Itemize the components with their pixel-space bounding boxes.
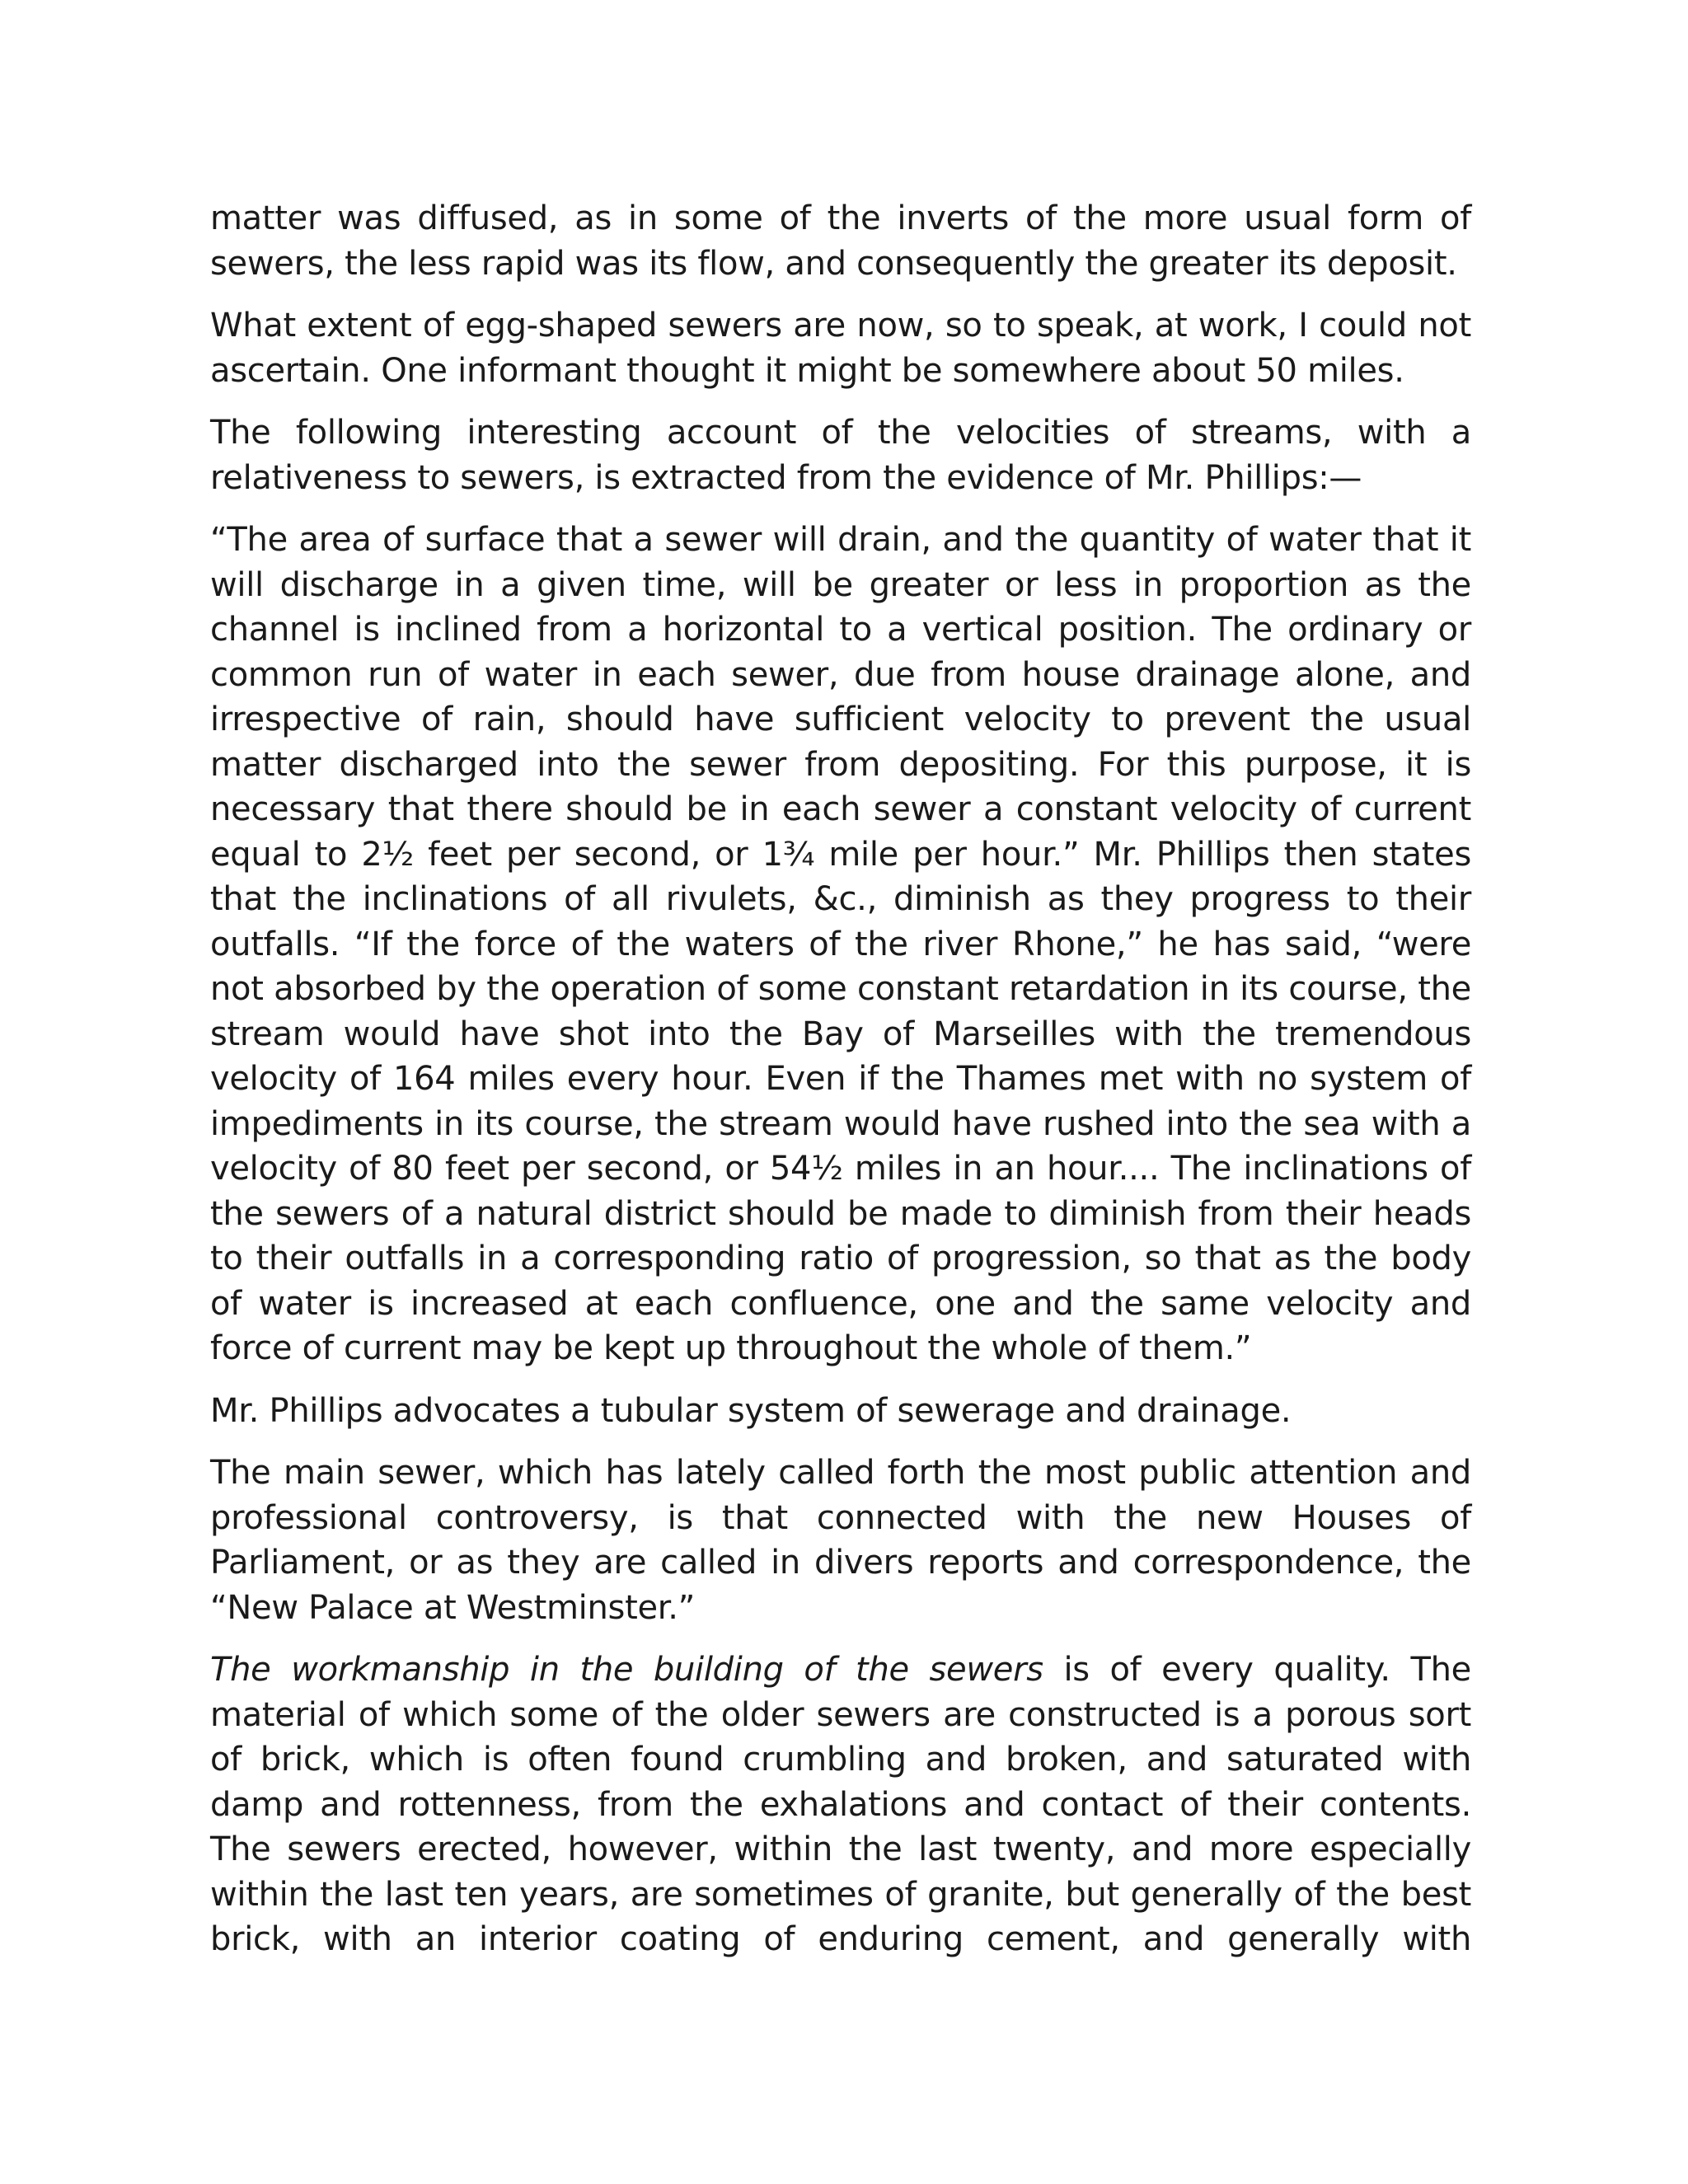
paragraph-4-quote: “The area of surface that a sewer will drain, and the quantity of water that it will discharge in a given time, will be greater or less in proportion as the channel is inclined from a horizontal to a vertical position. The ordinary or common run of water in each sewer, due from house drainage alone, and irrespective of rain, should have sufficient velocity to prevent the usual matter discharged into the sewer from depositing. For this purpose, it is necessary that there should be in each sewer a constant velocity of current equal to 2½ feet per second, or 1¾ mile per hour.” Mr. Phillips then states that the inclinations of all rivulets, &c., diminish as they progress to their outfalls. “If the force of the waters of the river Rhone,” he has said, “were not absorbed by the operation of some constant retardation in its course, the stream would have shot into the Bay of Marseilles with the tremendous velocity of 164 miles every hour. Even if the Thames met with no system of impediments in its course, the stream would have rushed into the sea with a velocity of 80 feet per second, or 54½ miles in an hour.... The inclinations of the sewers of a natural district should be made to diminish from their heads to their outfalls in a corresponding ratio of progression, so that as the body of water is increased at each confluence, one and the same velocity and force of current may be kept up throughout the whole of them.” [210,521,1471,1367]
paragraph-5: Mr. Phillips advocates a tubular system of sewerage and drainage. [210,1391,1292,1430]
paragraph-3: The following interesting account of the velocities of streams, with a relativeness to sewers, is extracted from the evidence of Mr. Phillips:— [210,414,1471,497]
paragraph-2: What extent of egg-shaped sewers are now, so to speak, at work, I could not ascertain. One informant thought it might be somewhere about 50 miles. [210,307,1471,390]
paragraph-6: The main sewer, which has lately called forth the most public attention and professional controversy, is that connected with the new Houses of Parliament, or as they are called in divers reports and correspondence, the “New Palace at Westminster.” [210,1454,1471,1627]
paragraph-7-rest: is of every quality. The material of which some of the older sewers are constructed is a porous sort of brick, which is often found crumbling and broken, and saturated with damp and rottenness, from the exhalations and contact of their contents. The sewers erected, however, within the last twenty, and more especially within the last ten years, are sometimes of granite, but generally of the best brick, with an interior coating of enduring cement, and generally with [210,1651,1471,1958]
paragraph-7 [210,1647,1471,1962]
paragraph-1: matter was diffused, as in some of the inverts of the more usual form of sewers, the less rapid was its flow, and consequently the greater its deposit. [210,199,1471,283]
body-text [210,196,1471,1980]
paragraph-7-italic-lead: The workmanship in the building of the sewers [210,1651,1043,1689]
